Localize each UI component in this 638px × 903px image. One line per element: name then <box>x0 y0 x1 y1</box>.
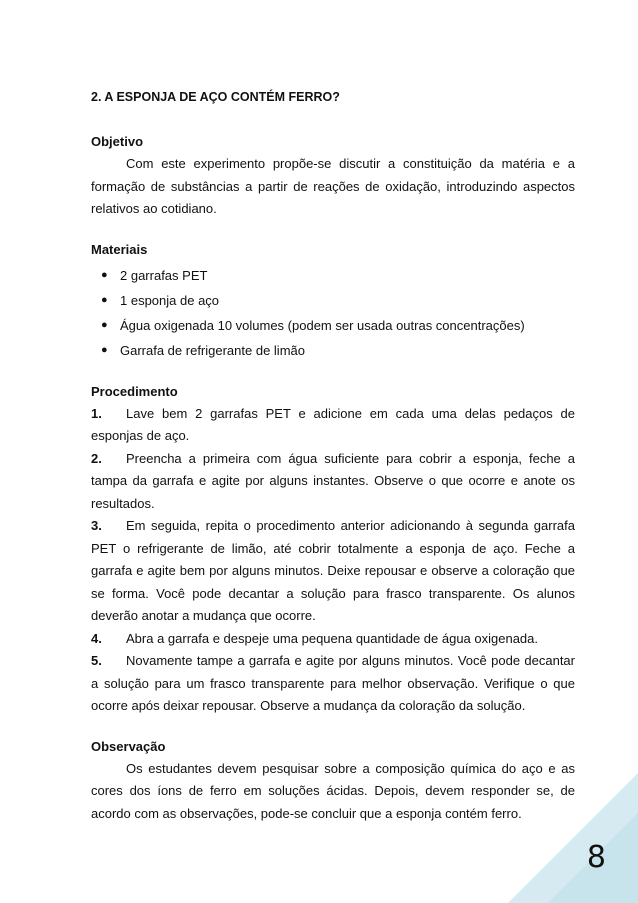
list-item: ● Água oxigenada 10 volumes (podem ser usada outras concentrações) <box>91 313 575 338</box>
step-number: 1. <box>91 405 102 421</box>
bullet-icon: ● <box>101 318 108 331</box>
step-number: 3. <box>91 518 102 533</box>
procedimento-heading: Procedimento <box>91 383 178 399</box>
step-text: Novamente tampe a garrafa e agite por alguns minutos. Você pode decantar a solução para um frasco transparente para melhor observação. Verifique o que ocorre após deixar repousar. Observe a mudança da coloração da solução. <box>91 653 575 713</box>
procedure-step <box>91 650 575 718</box>
objetivo-heading: Objetivo <box>91 134 144 149</box>
step-text: Em seguida, repita o procedimento anterior adicionando à segunda garrafa PET o refrigerante de limão, até cobrir totalmente a esponja de aço. Feche a garrafa e agite bem por alguns minutos. Deixe repousar e observe a coloração que se forma. Você pode decantar a solução para frasco transparente. Os alunos deverão anotar a mudança que ocorre. <box>91 518 575 623</box>
bullet-icon: ● <box>101 268 108 281</box>
observacao-heading: Observação <box>91 738 166 754</box>
step-number: 2. <box>91 450 102 466</box>
page-number: 8 <box>586 840 606 875</box>
bullet-icon: ● <box>101 293 108 306</box>
section-procedimento <box>91 381 575 718</box>
step-text: Preencha a primeira com água suficiente para cobrir a esponja, feche a tampa da garrafa e agite por alguns instantes. Observe o que ocorre e anote os resultados. <box>91 450 575 511</box>
bullet-icon: ● <box>101 343 108 356</box>
section-objetivo <box>91 131 575 221</box>
step-text: Abra a garrafa e despeje uma pequena quantidade de água oxigenada. <box>126 630 538 646</box>
list-item: ● Garrafa de refrigerante de limão <box>91 338 575 363</box>
procedure-step <box>91 628 575 651</box>
step-number: 5. <box>91 653 102 668</box>
procedure-step <box>91 515 575 628</box>
procedure-step <box>91 448 575 516</box>
procedure-step <box>91 403 575 448</box>
observacao-text: Os estudantes devem pesquisar sobre a composição química do aço e as cores dos íons de ferro em soluções ácidas. Depois, devem responder se, de acordo com as observações, pode-se concluir que a esponja contém ferro. <box>91 760 575 821</box>
list-item: ● 1 esponja de aço <box>91 288 575 313</box>
step-text: Lave bem 2 garrafas PET e adicione em cada uma delas pedaços de esponjas de aço. <box>91 405 575 443</box>
section-observacao <box>91 736 575 826</box>
page-title: 2. A ESPONJA DE AÇO CONTÉM FERRO? <box>91 90 340 104</box>
section-materiais <box>91 239 575 363</box>
objetivo-text: Com este experimento propõe-se discutir a constituição da matéria e a formação de substâncias a partir de reações de oxidação, introduzindo aspectos relativos ao cotidiano. <box>91 156 575 216</box>
step-number: 4. <box>91 630 102 646</box>
materiais-heading: Materiais <box>91 241 148 257</box>
materials-list <box>91 263 575 363</box>
list-item: ● 2 garrafas PET <box>91 263 575 288</box>
document-body <box>91 90 575 825</box>
